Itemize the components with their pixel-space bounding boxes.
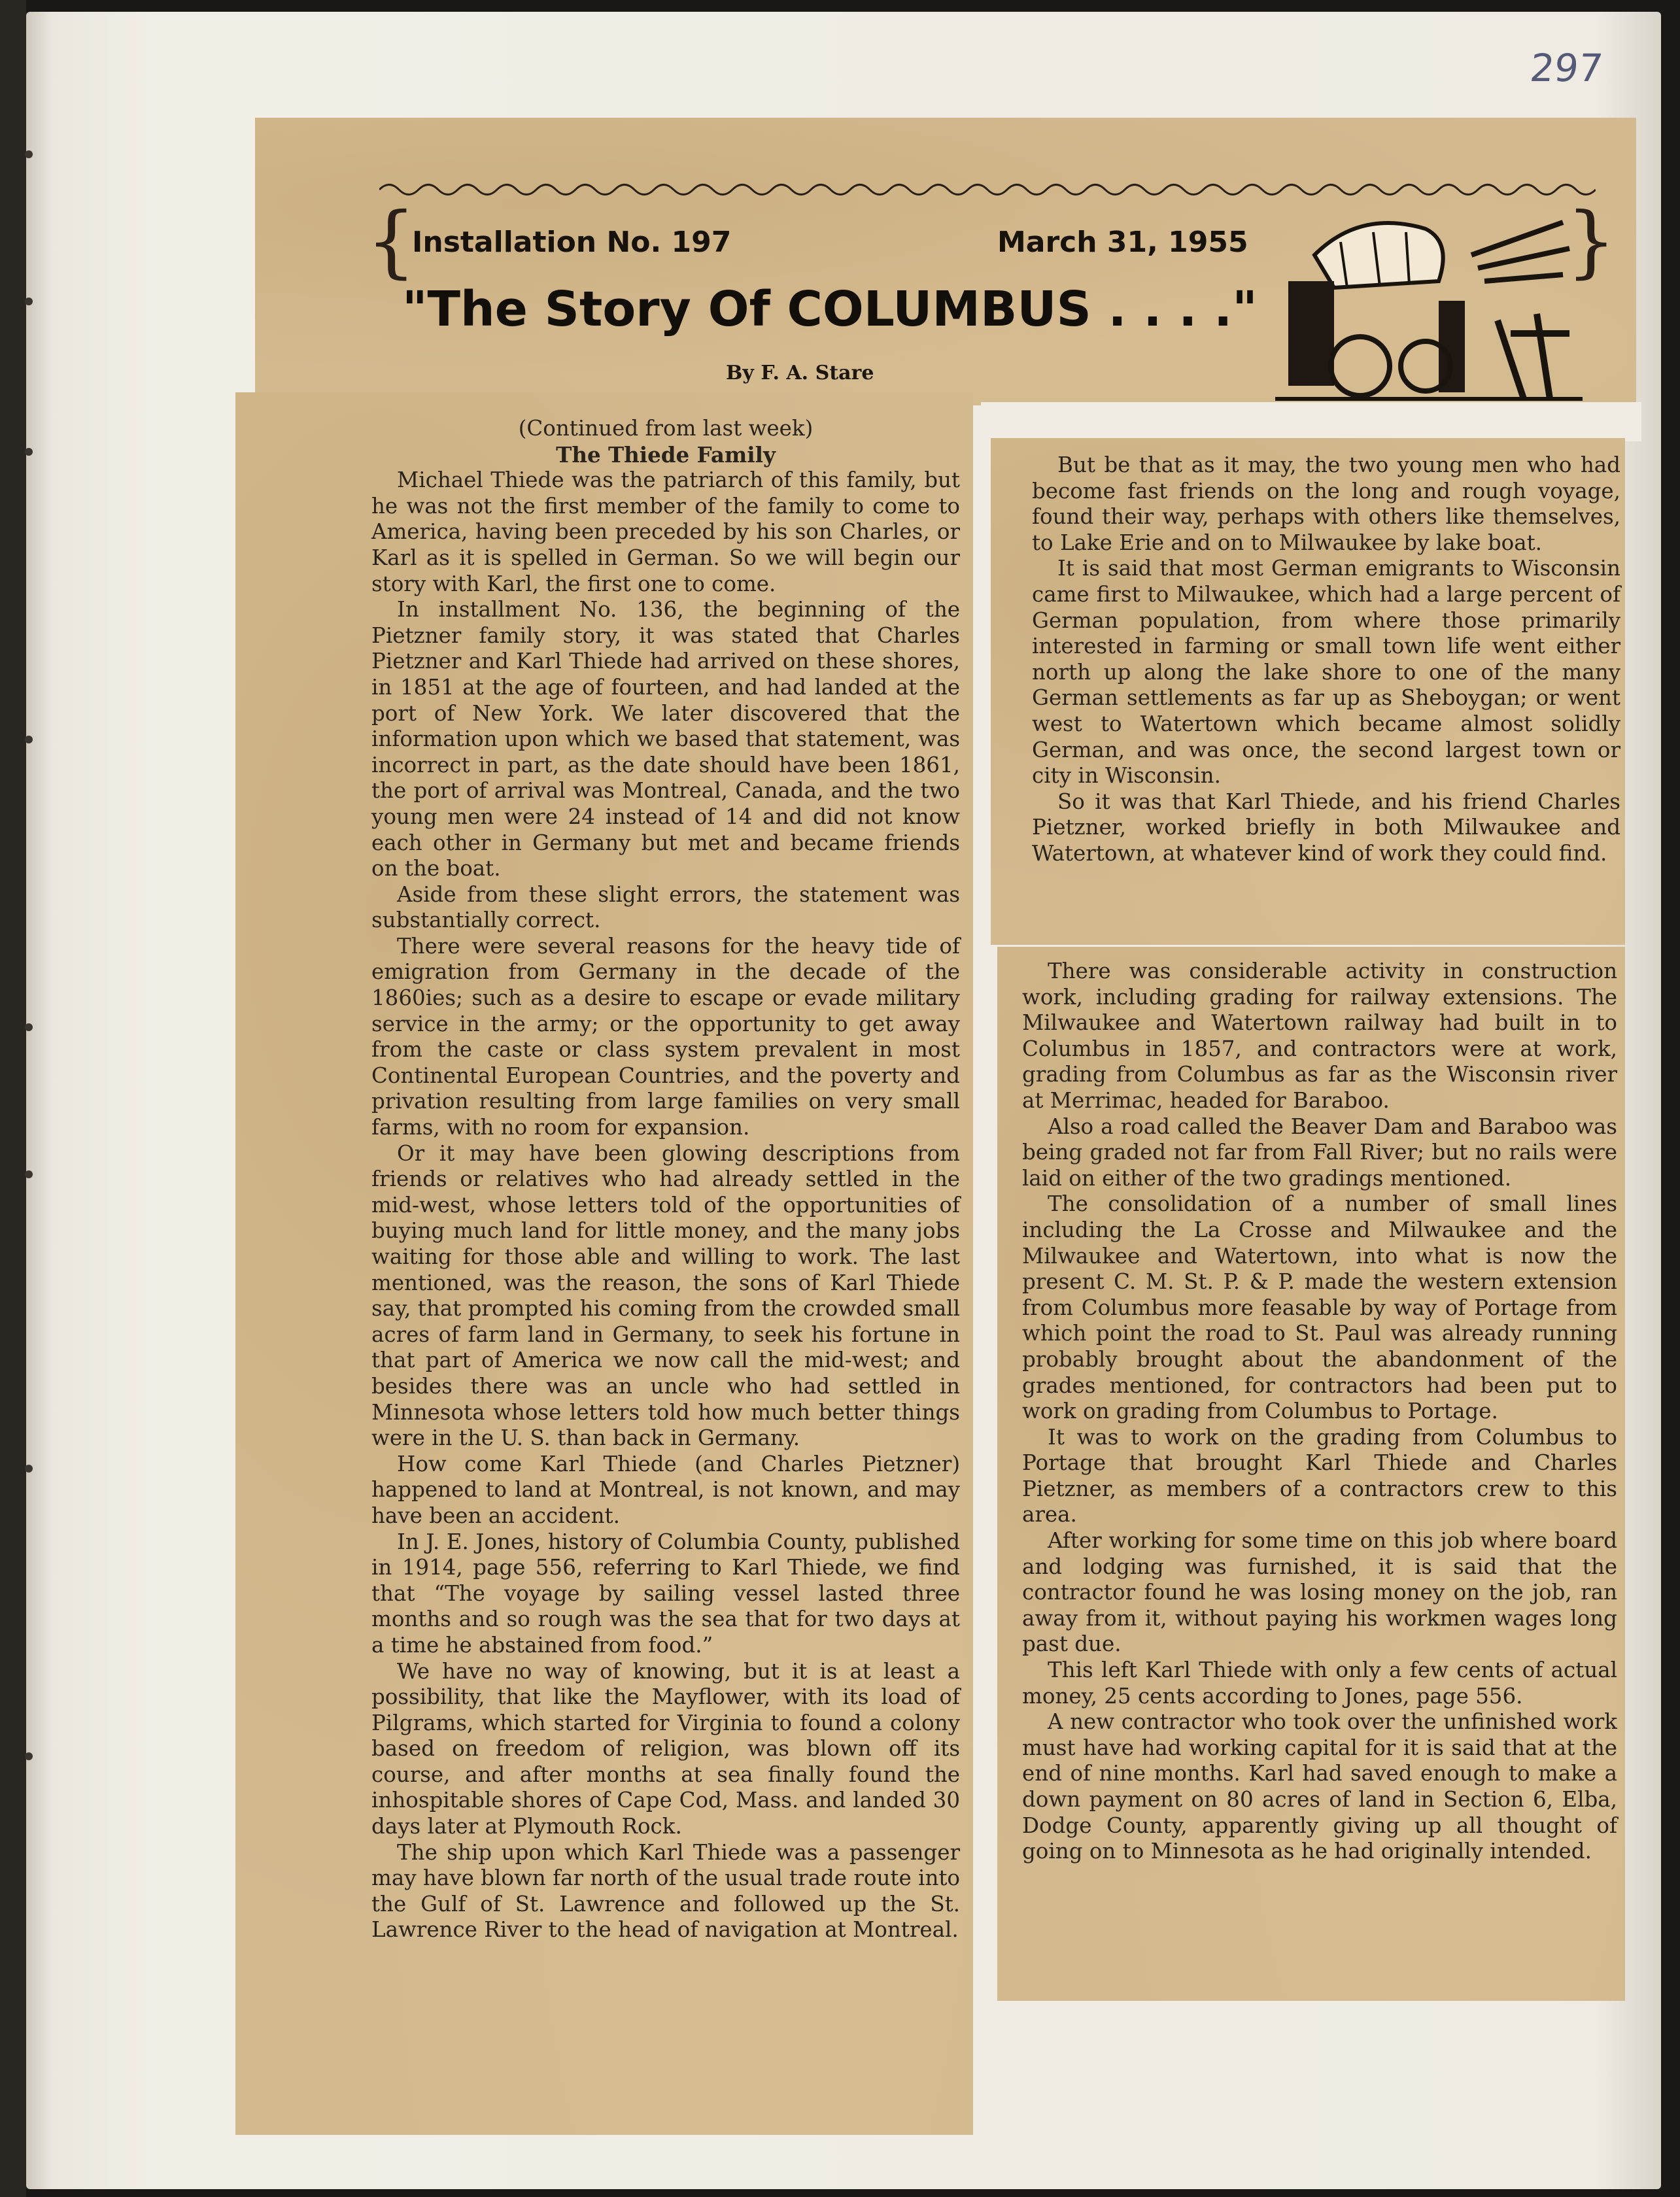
article-paragraph: A new contractor who took over the unfinished work must have had working capital for it is said that at the end of nine months. Karl had saved enough to make a down payment on 80 acres of land in Section 6, Elba, Dodge County, apparently giving up all thought of going on to Minnesota as he had originally intended. [1022,1709,1617,1864]
decorative-wave-border [379,177,1596,203]
article-paragraph: It is said that most German emigrants to Wisconsin came first to Milwaukee, which had a large percent of German population, from where those primarily interested in farming or small town life went either north up along the lake shore to one of the many German settlements as far up as Sheboygan; or went west to Watertown which became almost solidly German, and was once, the second largest town or city in Wisconsin. [1032,556,1620,789]
page-number: 297 [1528,46,1605,90]
article-paragraph: In installment No. 136, the beginning of the Pietzner family story, it was stated that Charles Pietzner and Karl Thiede had arrived on these shores, in 1851 at the age of fourteen, and had landed at the port of New York. We later discovered that the information upon which we based that statement, was incorrect in part, as the date should have been 1861, the port of arrival was Montreal, Canada, and the two young men were 24 instead of 14 and did not know each other in Germany but met and became friends on the boat. [371,597,960,881]
installation-number: Installation No. 197 [412,226,732,259]
article-paragraph: Or it may have been glowing descriptions from friends or relatives who had already settled in the mid-west, whose letters told of the opportunities of buying much land for little money, and the many jobs waiting for those able and willing to work. The last mentioned, was the reason, the sons of Karl Thiede say, that prompted his coming from the crowded small acres of farm land in Germany, to seek his fortune in that part of America we now call the mid-west; and besides there was an uncle who had settled in Minnesota whose letters told how much better things were in the U. S. than back in Germany. [371,1140,960,1451]
binding-hole [25,1170,33,1178]
binding-hole [25,1752,33,1760]
article-paragraph: The consolidation of a number of small lines including the La Crosse and Milwaukee and the Milwaukee and Watertown, into what is now the present C. M. St. P. & P. made the western extension from Columbus more feasable by way of Portage from which point the road to St. Paul was already running probably brought about the abandonment of the grades mentioned, for contractors had been put to work on grading from Columbus to Portage. [1022,1191,1617,1424]
page-gap [981,402,1641,441]
article-date: March 31, 1955 [997,226,1248,259]
byline: By F. A. Stare [726,362,874,384]
article-paragraph: (Continued from last week) [518,416,814,441]
article-paragraph: Aside from these slight errors, the statement was substantially correct. [371,881,960,933]
article-column-left [371,416,960,1943]
decorative-brace-left: { [366,196,417,287]
binding-hole [25,448,33,456]
article-title: "The Story Of COLUMBUS . . . ." [402,281,1258,337]
binding-hole [25,150,33,158]
article-column-right-bottom [1022,959,1617,1865]
binding-hole [25,1465,33,1473]
article-paragraph: This left Karl Thiede with only a few cents of actual money, 25 cents according to Jones, page 556. [1022,1658,1617,1709]
article-paragraph: The ship upon which Karl Thiede was a passenger may have blown far north of the usual trade route into the Gulf of St. Lawrence and followed up the St. Lawrence River to the head of navigation at Montreal. [371,1839,960,1943]
article-paragraph: It was to work on the grading from Columbus to Portage that brought Karl Thiede and Charles Pietzner, as members of a contractors crew to this area. [1022,1424,1617,1527]
book-binding [0,0,26,2197]
article-paragraph: But be that as it may, the two young men who had become fast friends on the long and rough voyage, found their way, perhaps with others like themselves, to Lake Erie and on to Milwaukee by lake boat. [1032,452,1620,555]
article-paragraph: In J. E. Jones, history of Columbia County, published in 1914, page 556, referring to Karl Thiede, we find that “The voyage by sailing vessel lasted three months and so rough was the sea that for two days at a time he abstained from food.” [371,1529,960,1658]
article-paragraph: After working for some time on this job where board and lodging was furnished, it is said that the contractor found he was losing money on the job, ran away from it, without paying his workmen wages long past due. [1022,1528,1617,1657]
covered-wagon-illustration [1275,203,1583,405]
article-paragraph: So it was that Karl Thiede, and his friend Charles Pietzner, worked briefly in both Milwaukee and Watertown, at whatever kind of work they could find. [1032,789,1620,866]
decorative-brace-right: } [1566,196,1617,287]
article-paragraph: There were several reasons for the heavy tide of emigration from Germany in the decade of the 1860ies; such as a desire to escape or evade military service in the army; or the opportunity to get away from the caste or class system prevalent in most Continental European Countries, and the poverty and privation resulting from large families on very small farms, with no room for expansion. [371,933,960,1140]
binding-hole [25,736,33,743]
article-paragraph: Also a road called the Beaver Dam and Baraboo was being graded not far from Fall River; but no rails were laid on either of the two gradings mentioned. [1022,1114,1617,1191]
binding-hole [25,298,33,305]
binding-hole [25,1023,33,1031]
article-paragraph: How come Karl Thiede (and Charles Pietzner) happened to land at Montreal, is not known, and may have been an accident. [371,1451,960,1528]
article-paragraph: Michael Thiede was the patriarch of this family, but he was not the first member of the family to come to America, having been preceded by his son Charles, or Karl as it is spelled in German. So we will begin our story with Karl, the first one to come. [371,468,960,596]
article-column-right-top [1032,452,1620,867]
article-paragraph: The Thiede Family [556,441,776,468]
article-paragraph: We have no way of knowing, but it is at least a possibility, that like the Mayflower, with its load of Pilgrams, which started for Virginia to found a colony based on freedom of religion, was blown off its course, and after months at sea finally found the inhospitable shores of Cape Cod, Mass. and landed 30 days later at Plymouth Rock. [371,1658,960,1839]
article-paragraph: There was considerable activity in construction work, including grading for railway extensions. The Milwaukee and Watertown railway had built in to Columbus in 1857, and contractors were at work, grading from Columbus as far as the Wisconsin river at Merrimac, headed for Baraboo. [1022,959,1617,1113]
